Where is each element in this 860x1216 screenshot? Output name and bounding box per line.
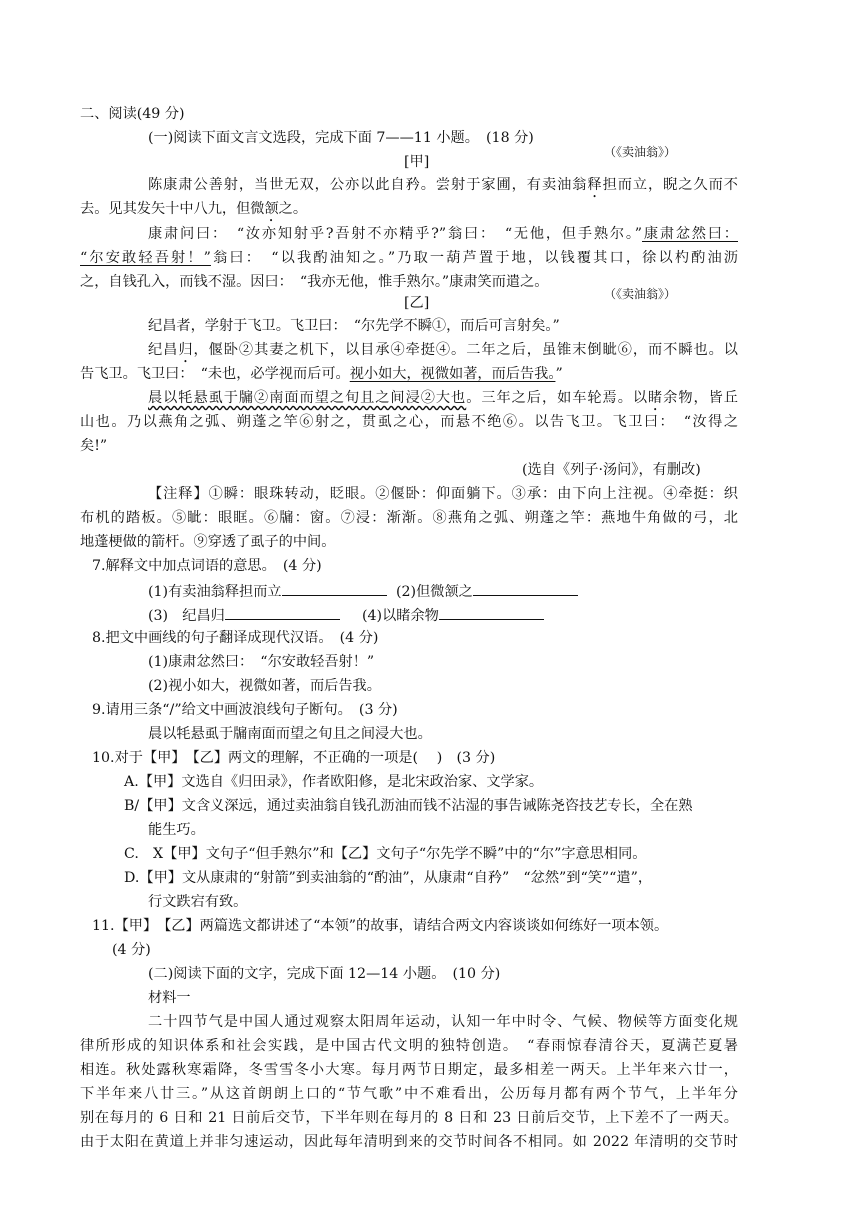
note-line1: 【注释】①瞬：眼珠转动，眨眼。②偃卧：仰面躺下。③承：由下向上注视。④牵挺：织 (148, 486, 738, 502)
yi-p2-line1: 纪昌归，偃卧②其妻之机下，以目承④牵挺④。二年之后，虽锥末倒眦⑥，而不瞬也。以 (148, 342, 738, 358)
yi-p1: 纪昌者，学射于飞卫。飞卫曰： “尔先学不瞬①，而后可言射矣。” (148, 318, 560, 334)
note-line3: 地蓬梗做的箭杆。⑨穿透了虱子的中间。 (80, 534, 336, 550)
q8-item-1: (1)康肃忿然曰： “尔安敢轻吾射！” (148, 654, 375, 670)
part2-para-line4: 下半年来八廿三。”从这首朗朗上口的“节气歌”中不难看出，公历每月都有两个节气，上半年分 (80, 1086, 738, 1102)
material-label: 材料一 (148, 990, 191, 1006)
part2-para-line6: 由于太阳在黄道上并非匀速运动，因此每年清明到来的交节时间各不相同。如 2022 年清明的交节时 (80, 1134, 738, 1150)
part2-para-line2: 律所形成的知识体系和社会实践，是中国古代文明的独特创造。 “春雨惊春清谷天，夏满芒夏暑 (80, 1038, 738, 1054)
yi-p3-line1: 晨以牦悬虱于牖②南面而望之旬且之间浸②大也。三年之后，如车轮焉。以睹余物，皆丘 (148, 390, 738, 406)
yi-p3-line2: 山也。乃以燕角之弧、朔蓬之竿⑥射之，贯虱之心，而悬不绝⑥。以告飞卫。飞卫曰： “汝得之 (80, 414, 739, 430)
source-jia: （《卖油翁》） (604, 145, 677, 159)
q9-text: 晨以牦悬虱于牖南面而望之旬且之间浸大也。 (148, 726, 432, 742)
question-10: 10.对于【甲】 【乙】两文的理解，不正确的一项是( ) (3 分) (92, 750, 496, 766)
question-9: 9.请用三条“/”给文中画波浪线句子断句。 (3 分) (92, 702, 398, 718)
part2-para-line1: 二十四节气是中国人通过观察太阳周年运动，认知一年中时令、气候、物候等方面变化规 (148, 1014, 738, 1030)
note-line2: 布机的踏板。⑤眦：眼眶。⑥牖：窗。⑦浸：渐渐。⑧燕角之弧、朔蓬之竿：燕地牛角做的弓，北 (80, 510, 738, 526)
label-yi: [乙] (404, 295, 430, 311)
q10-option-d-line2: 行文跌宕有致。 (148, 894, 248, 910)
underlined-sentence: “尔安敢轻吾射！” (80, 250, 211, 266)
jia-p2-line2: “尔安敢轻吾射！”翁曰： “以我酌油知之。”乃取一葫芦置于地，以钱覆其口，徐以杓酌油沥 (80, 250, 738, 266)
part2-para-line5: 别在每月的 6 日和 21 日前后交节，下半年则在每月的 8 日和 23 日前后交节，上下差不了一两天。 (80, 1110, 738, 1126)
q7-item-4: (4)以睹余物 (362, 604, 544, 626)
jia-p2-line3: 之，自钱孔入，而钱不湿。因曰： “我亦无他，惟手熟尔。”康肃笑而遣之。 (80, 274, 549, 290)
dotted-word-du: 睹 (648, 390, 664, 406)
yi-p3-line3: 矣!” (80, 438, 108, 454)
answer-blank[interactable] (473, 580, 578, 596)
dotted-word-gui: 归 (178, 342, 194, 358)
q7-item-3: (3) 纪昌归 (148, 604, 340, 626)
question-7: 7.解释文中加点词语的意思。 (4 分) (92, 558, 322, 574)
jia-p1-line1: 陈康肃公善射，当世无双，公亦以此自矜。尝射于家圃，有卖油翁释担而立，睨之久而不 (148, 177, 738, 193)
dotted-word-shi: 释 (587, 177, 603, 193)
part2-intro: (二)阅读下面的文字，完成下面 12—14 小题。 (10 分) (148, 966, 501, 982)
q10-option-c: C. X【甲】文句子“但手熟尔”和【乙】文句子“尔先学不瞬”中的“尔”字意思相同。 (124, 846, 647, 862)
question-11-line2: (4 分) (112, 942, 151, 958)
jia-p2-line1: 康肃问曰： “汝亦知射乎?吾射不亦精乎?”翁曰： “无他，但手熟尔。”康肃忿然曰： (148, 226, 738, 242)
q10-option-d-line1: D.【甲】文从康肃的“射箭”到卖油翁的“酌油”，从康肃“自矜” “忿然”到“笑”“遣”， (124, 870, 653, 886)
jia-p1-line2: 去。见其发矢十中八九，但微颔之。 (80, 201, 308, 217)
section-title: 二、阅读(49 分) (80, 106, 185, 122)
q8-item-2: (2)视小如大，视微如著，而后告我。 (148, 678, 381, 694)
part2-para-line3: 相连。秋处露秋寒霜降，冬雪雪冬小大寒。每月两节日期定，最多相差一两天。上半年来六廿一， (80, 1062, 738, 1078)
source-yi: （《卖油翁》） (604, 287, 677, 301)
q7-item-1: (1)有卖油翁释担而立 (148, 580, 387, 602)
answer-blank[interactable] (282, 580, 387, 596)
q10-option-b-line2: 能生巧。 (148, 822, 205, 838)
label-jia: [甲] (404, 154, 430, 170)
answer-blank[interactable] (225, 604, 340, 620)
part1-intro: (一)阅读下面文言文选段，完成下面 7——11 小题。 (18 分) (148, 130, 534, 146)
underlined-sentence: 视小如大，视微如著，而后告我。 (349, 366, 556, 382)
underlined-sentence: 康肃忿然曰： (642, 226, 738, 242)
question-8: 8.把文中画线的句子翻译成现代汉语。 (4 分) (92, 630, 379, 646)
q7-item-2: (2)但微颔之 (396, 580, 578, 602)
question-11-line1: 11.【甲】 【乙】两篇选文都讲述了“本领”的故事，请结合两文内容谈谈如何练好一项本领。 (92, 918, 669, 934)
yi-source: (选自《列子·汤问》，有删改) (522, 462, 701, 478)
q10-option-b-line1: B/【甲】文含义深远，通过卖油翁自钱孔沥油而钱不沾湿的事告诫陈尧咨技艺专长，全在熟 (124, 798, 693, 814)
q10-option-a: A.【甲】文选自《归田录》，作者欧阳修，是北宋政治家、文学家。 (124, 774, 544, 790)
dotted-word-han: 颔 (264, 201, 279, 217)
wavy-sentence: 晨以牦悬虱于牖②南面而望之旬且之间浸②大也 (148, 390, 467, 406)
yi-p2-line2: 告飞卫。飞卫曰： “未也，必学视而后可。视小如大，视微如著，而后告我。” (80, 366, 563, 382)
answer-blank[interactable] (439, 604, 544, 620)
